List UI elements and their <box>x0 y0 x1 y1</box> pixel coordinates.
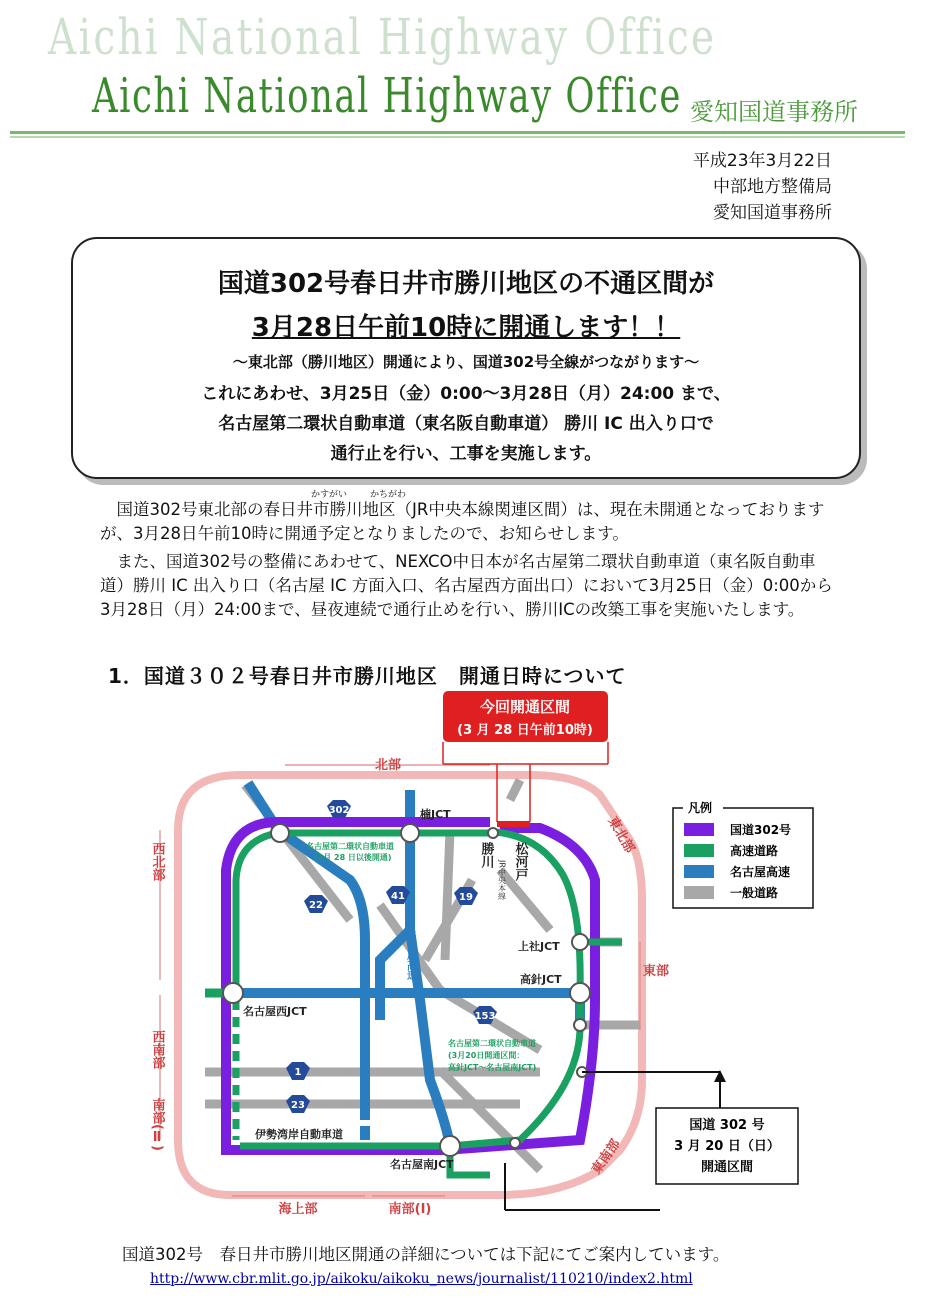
headline-line1: 国道302号春日井市勝川地区の不通区間が <box>217 269 715 299</box>
legend-label-general: 一般道路 <box>730 886 779 900</box>
header-title: Aichi National Highway Office <box>92 68 682 124</box>
label-jr-line: JR中央本線 <box>497 860 507 900</box>
label-meini-right-1: 名古屋第二環状自動車道 <box>448 1039 536 1048</box>
label-nagoya-minami-jct: 名古屋南JCT <box>390 1158 454 1171</box>
footer-text: 国道302号 春日井市勝川地区開通の詳細については下記にてご案内しています。 <box>122 1245 730 1264</box>
callout-title: 今回開通区間 <box>479 698 571 716</box>
note-line-3: 開通区間 <box>700 1160 754 1175</box>
region-westsouth: 西南部 <box>149 1030 165 1069</box>
note-line-2: 3 月 20 日（日） <box>674 1139 780 1154</box>
label-nagoya-nishi-jct: 名古屋西JCT <box>243 1005 307 1018</box>
legend-swatch-nagoya-expressway <box>684 865 714 878</box>
legend-label-expressway: 高速道路 <box>730 844 779 858</box>
label-meini-right-2: (3月20日開通区間： <box>448 1051 525 1060</box>
headline-line3: ～東北部（勝川地区）開通により、国道302号全線がつながります～ <box>232 353 700 371</box>
label-matsukawado: 松河戸 <box>512 842 528 881</box>
label-kamiyashiro-jct: 上社JCT <box>518 940 560 953</box>
headline-line4: これにあわせ、3月25日（金）0:00～3月28日（月）24:00 まで、 <box>201 384 731 404</box>
region-east: 東部 <box>643 964 670 979</box>
region-southeast: 東南部 <box>588 1136 624 1178</box>
legend-label-302: 国道302号 <box>730 823 792 837</box>
legend-swatch-302 <box>684 823 714 836</box>
ruby-kasugai: かすがい <box>311 490 348 500</box>
label-isewangan: 伊勢湾岸自動車道 <box>255 1128 343 1141</box>
headline-line5: 名古屋第二環状自動車道（東名阪自動車道） 勝川 IC 出入り口で <box>218 414 714 434</box>
note-line-1: 国道 302 号 <box>689 1118 765 1133</box>
region-south1: 南部(Ⅰ) <box>388 1202 432 1217</box>
ruby-kachigawa: かちがわ <box>370 490 407 500</box>
region-kaijo: 海上部 <box>278 1202 318 1217</box>
shield-19-label: 19 <box>459 892 473 903</box>
issuer-bureau: 中部地方整備局 <box>713 177 832 197</box>
label-meini-top-1: 名古屋第二環状自動車道 <box>306 842 394 851</box>
region-south2: 南部(Ⅱ) <box>149 1098 165 1151</box>
shield-153-label: 153 <box>474 1011 496 1022</box>
header-title-jp: 愛知国道事務所 <box>690 98 858 126</box>
region-north: 北部 <box>374 758 402 773</box>
legend-title: 凡例 <box>688 801 713 815</box>
region-northwest: 西北部 <box>149 842 165 881</box>
label-takabari-jct: 高針JCT <box>520 973 562 986</box>
shield-1-label: 1 <box>294 1067 302 1078</box>
legend-label-nagoya-expressway: 名古屋高速 <box>730 865 791 879</box>
legend-swatch-general <box>684 886 714 899</box>
general-roads <box>205 780 640 1170</box>
section-title: 1．国道３０２号春日井市勝川地区 開通日時について <box>108 664 627 688</box>
shield-302-label: 302 <box>328 805 350 816</box>
shield-22-label: 22 <box>309 900 323 911</box>
label-meini-top-2: (3月 28 日以後開通) <box>314 853 392 862</box>
callout-subtitle: (3 月 28 日午前10時) <box>457 723 593 738</box>
expressway-west <box>236 833 278 1000</box>
header-title-shadow: Aichi National Highway Office <box>48 8 717 66</box>
body-paragraph-2: また、国道302号の整備にあわせて、NEXCO中日本が名古屋第二環状自動車道（東名阪自動車道）勝川 IC 出入り口（名古屋 IC 方面入口、名古屋西方面出口）において3月25日（金）0:00から3月28日（月）24:00まで、昼夜連続で通行止めを行い、勝川ICの改築工事を実施いたします。 <box>100 552 833 619</box>
legend-swatch-expressway <box>684 844 714 857</box>
label-kachigawa: 勝川 <box>478 842 494 868</box>
headline-line6: 通行止を行い、工事を実施します。 <box>330 444 602 464</box>
region-northeast: 東北部 <box>604 814 638 856</box>
shield-41-label: 41 <box>391 891 405 902</box>
issuer-office: 愛知国道事務所 <box>713 203 832 223</box>
label-meini-right-3: 高針JCT～名古屋南JCT) <box>448 1063 537 1072</box>
headline-line2: 3月28日午前10時に開通します！！ <box>251 313 681 343</box>
label-kusunoki-jct: 楠JCT <box>420 808 451 821</box>
details-link[interactable]: http://www.cbr.mlit.go.jp/aikoku/aikoku_news/journalist/110210/index2.html <box>150 1271 693 1287</box>
label-nagoya-kosoku: 名古屋高速 <box>404 930 416 980</box>
shield-23-label: 23 <box>291 1100 305 1111</box>
issue-date: 平成23年3月22日 <box>692 151 832 171</box>
body-paragraph-1: 国道302号東北部の春日井市勝川地区（JR中央本線関連区間）は、現在未開通となっておりますが、3月28日午前10時に開通予定となりましたので、お知らせします。 <box>100 500 825 543</box>
